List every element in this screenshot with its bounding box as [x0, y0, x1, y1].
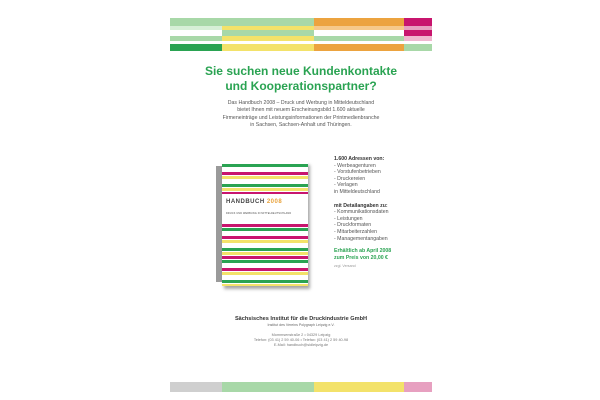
publisher-subline: Institut des Vereins Polygraph Leipzig e.V. [267, 323, 335, 327]
bottom-color-stripes [170, 382, 432, 392]
book-stripe [222, 188, 308, 191]
book-stripe [222, 280, 308, 283]
intro-paragraph [192, 100, 410, 130]
book-stripe [222, 244, 308, 247]
book-stripe [222, 232, 308, 235]
book-stripe [222, 264, 308, 267]
advertisement-page [170, 18, 432, 392]
headline-line-1: Sie suchen neue Kundenkontakte [204, 64, 398, 78]
detail-item: - Kommunikationsdaten [334, 209, 389, 216]
book-stripe [222, 168, 308, 171]
intro-line-2: bietet Ihnen mit neuem Erscheinungsbild 1.600 aktuelle [237, 107, 365, 114]
postal-address: Mommsenstraße 2 • 04329 Leipzig [271, 333, 331, 337]
book-stripe [222, 228, 308, 231]
availability-price: zum Preis von 20,00 € [334, 255, 388, 262]
phone-fax: Telefon: (03 41) 2 59 40-06 • Telefax: (03 41) 2 59 40-98 [253, 338, 349, 343]
intro-line-3: Firmeneinträge und Leistungsinformationen der Printmedienbranche [222, 114, 380, 121]
book-stripe [222, 272, 308, 275]
shipping-note: zzgl. Versand [334, 264, 356, 269]
feature-list [334, 156, 430, 270]
book-stripe [222, 236, 308, 239]
intro-line-4: in Sachsen, Sachsen-Anhalt und Thüringen. [250, 122, 352, 129]
book-stripe [222, 176, 308, 179]
book-stripe [222, 252, 308, 255]
book-stripe [222, 172, 308, 175]
detail-item: - Managementangaben [334, 235, 388, 242]
intro-line-1: Das Handbuch 2008 – Druck und Werbung in Mitteldeutschland [227, 100, 375, 106]
book-stripe [222, 284, 308, 286]
book-stripe [222, 164, 308, 167]
headline-line-2: und Kooperationspartner? [225, 79, 377, 93]
book-title [226, 199, 282, 205]
book-stripe [222, 184, 308, 187]
address-item: - Druckereien [334, 175, 366, 182]
book-stripe [222, 180, 308, 183]
availability [334, 248, 430, 262]
address-item: in Mitteldeutschland [334, 188, 380, 195]
book-stripe [222, 268, 308, 271]
detail-item: - Leistungen [334, 215, 363, 222]
book-title-text: HANDBUCH [226, 199, 265, 205]
details-heading: mit Detailangaben zu: [334, 202, 388, 209]
detail-item: - Druckformaten [334, 222, 372, 229]
book-cover [222, 162, 308, 286]
detail-item: - Mitarbeiterzahlen [334, 228, 377, 235]
book-stripe [222, 240, 308, 243]
address-item: - Verlagen [334, 182, 358, 189]
publisher-footer [170, 316, 432, 349]
book-year: 2008 [266, 199, 283, 205]
availability-date: Erhältlich ab April 2008 [334, 248, 392, 255]
address-item: - Werbeagenturen [334, 162, 376, 169]
book-stripe [222, 224, 308, 227]
top-color-stripes [170, 18, 432, 52]
book-subtitle: DRUCK UND WERBUNG IN MITTELDEUTSCHLAND [226, 212, 292, 215]
headline [170, 64, 432, 94]
email-address: E-Mail: handbuch@sidleipzig.de [273, 343, 329, 348]
address-item: - Vorstufenbetrieben [334, 169, 381, 176]
book-stripe [222, 260, 308, 263]
addresses-heading: 1.600 Adressen von: [334, 156, 385, 162]
book-stripe [222, 248, 308, 251]
publisher-name: Sächsisches Institut für die Druckindustrie GmbH [234, 316, 368, 322]
book-stripe [222, 276, 308, 279]
handbook-cover-image [216, 162, 308, 286]
contact-details [170, 333, 432, 349]
book-stripe [222, 256, 308, 259]
